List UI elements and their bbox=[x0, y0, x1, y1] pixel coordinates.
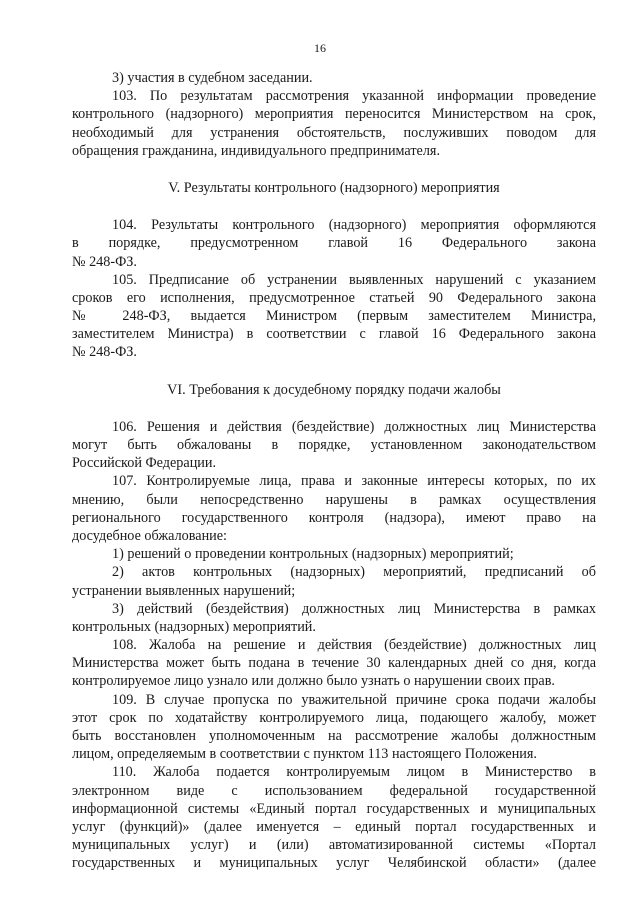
paragraph-line: заместителем Министра) в соответствии с главой 16 Федерального закона bbox=[72, 326, 596, 343]
paragraph-line: необходимый для устранения обстоятельств, послуживших поводом для bbox=[72, 124, 596, 141]
paragraph-line: мнению, были непосредственно нарушены в рамках осуществления bbox=[72, 491, 596, 508]
paragraph-line: регионального государственного контроля (надзора), имеют право на bbox=[72, 509, 596, 526]
paragraph-line: 109. В случае пропуска по уважительной причине срока подачи жалобы bbox=[112, 691, 596, 708]
section-heading: V. Результаты контрольного (надзорного) мероприятия bbox=[168, 179, 500, 196]
section-heading: VI. Требования к досудебному порядку подачи жалобы bbox=[167, 381, 501, 398]
paragraph-line: государственных и муниципальных услуг Челябинской области» (далее bbox=[72, 855, 596, 872]
paragraph-line: 3) участия в судебном заседании. bbox=[112, 70, 313, 86]
paragraph-line: № 248-ФЗ, выдается Министром (первым заместителем Министра, bbox=[72, 308, 596, 325]
document-body bbox=[72, 69, 596, 873]
paragraph-line: могут быть обжалованы в порядке, установленном законодательством bbox=[72, 437, 596, 453]
paragraph-line: информационной системы «Единый портал государственных и муниципальных bbox=[72, 800, 596, 817]
paragraph-line: электронном виде с использованием федеральной государственной bbox=[72, 782, 596, 799]
paragraph-line: устранении выявленных нарушений; bbox=[72, 582, 296, 599]
paragraph-line: 103. По результатам рассмотрения указанной информации проведение bbox=[112, 88, 596, 105]
paragraph-line: быть восстановлен уполномоченным на рассмотрение жалобы должностным bbox=[72, 728, 596, 744]
paragraph-line: 106. Решения и действия (бездействие) должностных лиц Министерства bbox=[112, 418, 596, 435]
paragraph-line: досудебное обжалование: bbox=[72, 527, 228, 544]
paragraph-line: Министерства может быть подана в течение 30 календарных дней со дня, когда bbox=[72, 655, 596, 672]
paragraph-line: услуг (функций)» (далее именуется – единый портал государственных и bbox=[72, 818, 596, 835]
paragraph-line: контролируемое лицо узнало или должно было узнать о нарушении своих прав. bbox=[72, 673, 555, 690]
paragraph-line: № 248-ФЗ. bbox=[72, 344, 137, 361]
paragraph-line: контрольных (надзорных) мероприятий. bbox=[72, 618, 316, 635]
paragraph-line: лицом, определяемым в соответствии с пунктом 113 настоящего Положения. bbox=[72, 746, 537, 763]
list-item: 3) действий (бездействия) должностных лиц Министерства в рамках bbox=[112, 600, 596, 617]
paragraph-line: 110. Жалоба подается контролируемым лицом в Министерство в bbox=[112, 764, 596, 781]
paragraph-line: Российской Федерации. bbox=[72, 455, 217, 472]
paragraph-line: 105. Предписание об устранении выявленных нарушений с указанием bbox=[112, 271, 596, 288]
list-item: 2) актов контрольных (надзорных) мероприятий, предписаний об bbox=[112, 564, 596, 581]
paragraph-line: 104. Результаты контрольного (надзорного) мероприятия оформляются bbox=[112, 217, 596, 234]
paragraph-line: в порядке, предусмотренном главой 16 Федерального закона bbox=[72, 235, 596, 252]
list-item: 1) решений о проведении контрольных (надзорных) мероприятий; bbox=[112, 546, 514, 563]
paragraph-line: обращения гражданина, индивидуального предпринимателя. bbox=[72, 142, 440, 159]
paragraph-line: этот срок по ходатайству контролируемого лица, подающего жалобу, может bbox=[72, 709, 596, 726]
paragraph-line: сроков его исполнения, предусмотренное статьей 90 Федерального закона bbox=[72, 289, 596, 306]
paragraph-line: контрольного (надзорного) мероприятия переносится Министерством на срок, bbox=[72, 106, 596, 123]
paragraph-line: 108. Жалоба на решение и действия (бездействие) должностных лиц bbox=[112, 637, 596, 654]
paragraph-line: № 248-ФЗ. bbox=[72, 253, 137, 270]
paragraph-line: 107. Контролируемые лица, права и законные интересы которых, по их bbox=[112, 473, 596, 490]
paragraph-line: муниципальных услуг) и (или) автоматизированной системы «Портал bbox=[72, 837, 596, 854]
page-number: 16 bbox=[314, 41, 326, 55]
